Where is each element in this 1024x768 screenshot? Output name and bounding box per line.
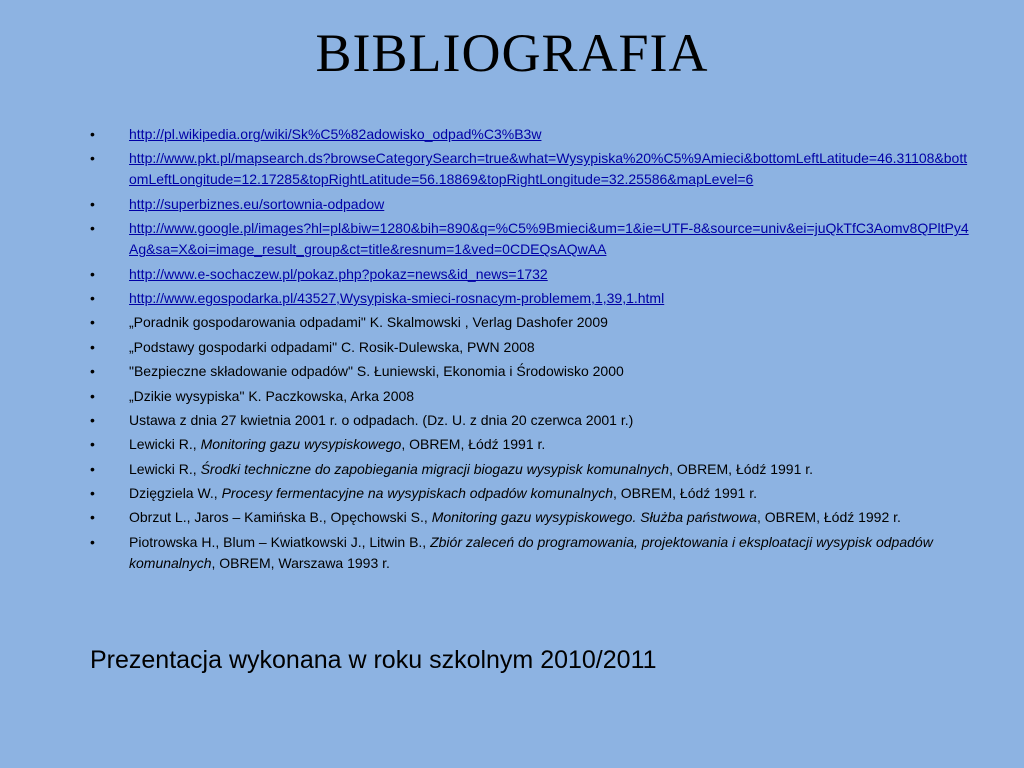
reference-publisher: , OBREM, Łódź 1992 r. (756, 509, 901, 526)
reference-text: "Bezpieczne składowanie odpadów" S. Łuniewski, Ekonomia i Środowisko 2000 (129, 363, 624, 380)
bibliography-entry (90, 483, 970, 504)
bibliography-link-item (90, 264, 970, 285)
reference-title-italic: Zbiór zaleceń do programowania, projektowania i eksploatacji wysypisk odpadów komunalnych (129, 533, 933, 571)
reference-text: Obrzut L., Jaros – Kamińska B., Opęchowski S., (129, 509, 432, 526)
reference-link[interactable]: http://superbiznes.eu/sortownia-odpadow (129, 195, 385, 212)
bullet-icon: • (90, 150, 95, 167)
bibliography-link-item (90, 124, 970, 145)
bullet-icon: • (90, 460, 95, 477)
bullet-icon: • (90, 436, 95, 453)
bibliography-entry (90, 507, 970, 528)
bibliography-list (90, 124, 970, 577)
bibliography-entry (90, 312, 970, 333)
reference-text: Lewicki R., (129, 436, 201, 453)
reference-text: Dzięgziela W., (129, 485, 222, 502)
bibliography-entry (90, 361, 970, 382)
reference-publisher: , OBREM, Łódź 1991 r. (401, 436, 546, 453)
bullet-icon: • (90, 411, 95, 428)
reference-link[interactable]: http://pl.wikipedia.org/wiki/Sk%C5%82adowisko_odpad%C3%B3w (129, 126, 542, 142)
footer-text: Prezentacja wykonana w roku szkolnym 2010/2011 (90, 646, 657, 674)
reference-text: „Dzikie wysypiska" K. Paczkowska, Arka 2008 (129, 387, 415, 404)
bullet-icon: • (90, 220, 95, 237)
bullet-icon: • (90, 314, 95, 331)
reference-title-italic: Procesy fermentacyjne na wysypiskach odpadów komunalnych (221, 485, 614, 502)
bibliography-entry (90, 532, 970, 574)
reference-title-italic: Środki techniczne do zapobiegania migracji biogazu wysypisk komunalnych (200, 460, 670, 477)
reference-text: Ustawa z dnia 27 kwietnia 2001 r. o odpadach. (Dz. U. z dnia 20 czerwca 2001 r.) (129, 411, 634, 428)
reference-text: Lewicki R., (129, 460, 201, 477)
reference-text: „Podstawy gospodarki odpadami" C. Rosik-Dulewska, PWN 2008 (129, 338, 535, 355)
bullet-icon: • (90, 126, 95, 142)
bullet-icon: • (90, 195, 95, 212)
reference-link[interactable]: http://www.pkt.pl/mapsearch.ds?browseCategorySearch=true&what=Wysypiska%20%C5%9Amieci&bottomLeftLatitude=46.31108&bottomLeftLongitude=12.17285&topRightLatitude=56.18869&topRightLongitude=32.25586&mapLevel=6 (129, 150, 968, 188)
bullet-icon: • (90, 289, 95, 306)
bibliography-link-item (90, 218, 970, 260)
reference-link[interactable]: http://www.google.pl/images?hl=pl&biw=1280&bih=890&q=%C5%9Bmieci&um=1&ie=UTF-8&source=univ&ei=juQkTfC3Aomv8QPltPy4Ag&sa=X&oi=image_result_group&ct=title&resnum=1&ved=0CDEQsAQwAA (129, 220, 969, 258)
bullet-icon: • (90, 533, 95, 550)
reference-publisher: , OBREM, Warszawa 1993 r. (211, 554, 390, 571)
bibliography-entry (90, 337, 970, 358)
bullet-icon: • (90, 485, 95, 502)
bibliography-entry (90, 459, 970, 480)
reference-text: „Poradnik gospodarowania odpadami" K. Skalmowski , Verlag Dashofer 2009 (129, 314, 608, 331)
bullet-icon: • (90, 338, 95, 355)
reference-link[interactable]: http://www.egospodarka.pl/43527,Wysypiska-smieci-rosnacym-problemem,1,39,1.html (129, 289, 665, 306)
page-title: BIBLIOGRAFIA (315, 23, 709, 83)
reference-title-italic: Monitoring gazu wysypiskowego. Służba państwowa (431, 509, 757, 526)
reference-publisher: , OBREM, Łódź 1991 r. (613, 485, 757, 502)
bullet-icon: • (90, 363, 95, 380)
bibliography-entry (90, 434, 970, 455)
bullet-icon: • (90, 509, 95, 526)
bullet-icon: • (90, 265, 95, 282)
reference-text: Piotrowska H., Blum – Kwiatkowski J., Litwin B., (129, 533, 431, 550)
reference-publisher: , OBREM, Łódź 1991 r. (669, 460, 814, 477)
reference-link[interactable]: http://www.e-sochaczew.pl/pokaz.php?pokaz=news&id_news=1732 (129, 265, 548, 282)
bibliography-entry (90, 410, 970, 431)
bibliography-entry (90, 386, 970, 407)
bibliography-link-item (90, 148, 970, 190)
bullet-icon: • (90, 387, 95, 404)
reference-title-italic: Monitoring gazu wysypiskowego (200, 436, 402, 453)
bibliography-link-item (90, 194, 970, 215)
bibliography-link-item (90, 288, 970, 309)
